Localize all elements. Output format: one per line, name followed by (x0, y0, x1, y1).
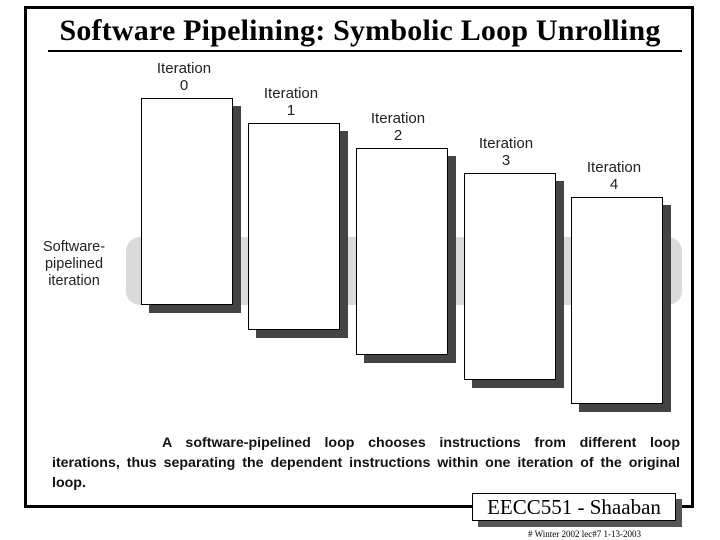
iteration-4-label-word: Iteration (586, 159, 642, 176)
software-pipelined-iteration-label (26, 239, 122, 290)
iteration-1-box (248, 123, 340, 330)
iteration-4-box (571, 197, 663, 404)
course-badge-label: EECC551 - Shaaban (472, 493, 676, 521)
slide-title: Software Pipelining: Symbolic Loop Unrolling (59, 14, 661, 47)
iteration-3-label-word: Iteration (478, 135, 534, 152)
iteration-3-label (456, 135, 556, 169)
course-badge (472, 493, 682, 527)
iteration-1-label (241, 85, 341, 119)
iteration-0-label (134, 60, 234, 94)
footer-text: # Winter 2002 lec#7 1-13-2003 (528, 529, 641, 539)
iteration-0-label-number: 0 (179, 77, 189, 94)
iteration-2-label (348, 110, 448, 144)
description-text (52, 433, 680, 493)
iteration-4-label-number: 4 (609, 176, 619, 193)
iteration-2-label-number: 2 (393, 127, 403, 144)
iteration-1-label-word: Iteration (263, 85, 319, 102)
iteration-2-box (356, 148, 448, 355)
iteration-3-label-number: 3 (501, 152, 511, 169)
iteration-4-label (564, 159, 664, 193)
iteration-3-box (464, 173, 556, 380)
side-label-line1: Software- (42, 239, 106, 255)
iteration-0-label-word: Iteration (156, 60, 212, 77)
iteration-2-label-word: Iteration (370, 110, 426, 127)
side-label-line3: iteration (48, 273, 100, 289)
iteration-1-label-number: 1 (286, 102, 296, 119)
side-label-line2: pipelined (44, 256, 104, 272)
iteration-0-box (141, 98, 233, 305)
description-body: A software-pipelined loop chooses instructions from different loop iterations, thus separating the dependent instructions within one iteration of the original loop. (52, 435, 680, 491)
title-underline (48, 50, 682, 52)
